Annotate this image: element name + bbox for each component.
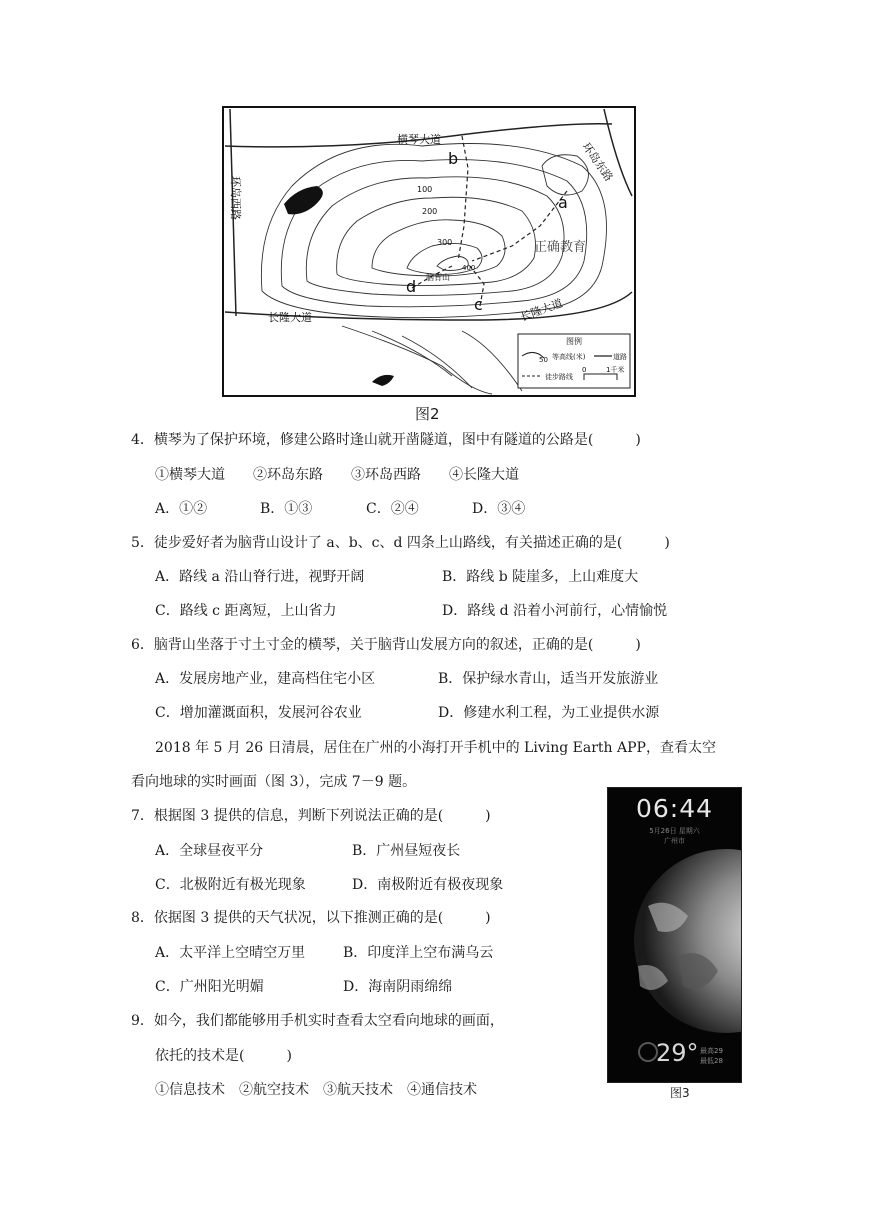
contour-label-300: 300 — [437, 238, 453, 247]
legend-trail: 徒步路线 — [545, 373, 573, 381]
q6-option-b: B．保护绿水青山，适当开发旅游业 — [438, 671, 659, 687]
phone-location: 广州市 — [664, 837, 685, 845]
road-label-west: 环岛西路 — [229, 176, 242, 220]
q5-option-b: B．路线 b 陡崖多，上山难度大 — [442, 569, 639, 585]
q7-option-c: C．北极附近有极光现象 — [155, 877, 306, 893]
intro-line-1: 2018 年 5 月 26 日清晨，居住在广州的小海打开手机中的 Living Earth APP，查看太空 — [155, 740, 716, 756]
road-label-changlong-east: 长隆大道 — [518, 296, 565, 324]
q6-stem: 6．脑背山坐落于寸土寸金的横琴，关于脑背山发展方向的叙述，正确的是( ) — [131, 637, 641, 653]
peak-label: 脑背山 — [426, 273, 450, 282]
q5-option-a: A．路线 a 沿山脊行进，视野开阔 — [155, 569, 365, 585]
q4-option-d: D．③④ — [472, 501, 526, 517]
figure2-caption: 图2 — [415, 405, 440, 423]
q7-option-b: B．广州昼短夜长 — [352, 843, 461, 859]
q5-option-c: C．路线 c 距离短，上山省力 — [155, 603, 337, 619]
phone-weather-low: 最低28 — [700, 1057, 723, 1065]
figure3-caption: 图3 — [670, 1086, 690, 1100]
q5-stem: 5．徒步爱好者为脑背山设计了 a、b、c、d 四条上山路线，有关描述正确的是( ) — [131, 535, 670, 551]
topographic-map — [222, 106, 636, 397]
phone-time: 06:44 — [635, 794, 714, 823]
q9-stem-line1: 9．如今，我们都能够用手机实时查看太空看向地球的画面， — [131, 1013, 504, 1029]
route-label-d: d — [406, 277, 417, 296]
q6-option-d: D．修建水利工程，为工业提供水源 — [438, 705, 660, 721]
phone-temperature: 29° — [656, 1039, 699, 1067]
q4-stem: 4．横琴为了保护环境，修建公路时逢山就开凿隧道，图中有隧道的公路是( ) — [131, 432, 641, 448]
q8-option-c: C．广州阳光明媚 — [155, 979, 264, 995]
phone-weather-high: 最高29 — [700, 1047, 723, 1055]
legend-road: 道路 — [613, 353, 627, 361]
legend-contour-value: 50 — [539, 356, 548, 364]
legend-contour: 等高线(米) — [552, 353, 586, 361]
phone-screenshot — [607, 787, 742, 1083]
q9-items: ①信息技术 ②航空技术 ③航天技术 ④通信技术 — [155, 1082, 477, 1098]
q6-option-a: A．发展房地产业，建高档住宅小区 — [155, 671, 376, 687]
route-label-b: b — [448, 149, 459, 168]
q8-stem: 8．依据图 3 提供的天气状况，以下推测正确的是( ) — [131, 910, 491, 926]
q8-option-b: B．印度洋上空布满乌云 — [343, 945, 494, 961]
intro-line-2: 看向地球的实时画面（图 3），完成 7－9 题。 — [131, 774, 417, 790]
q7-stem: 7．根据图 3 提供的信息，判断下列说法正确的是( ) — [131, 808, 491, 824]
legend-scale-start: 0 — [582, 366, 587, 374]
earth-image — [608, 846, 741, 1036]
q4-items: ①横琴大道 ②环岛东路 ③环岛西路 ④长隆大道 — [155, 467, 519, 483]
road-label-changlong-west: 长隆大道 — [268, 311, 312, 324]
q8-option-d: D．海南阴雨绵绵 — [343, 979, 453, 995]
contour-label-200: 200 — [422, 207, 438, 216]
q7-option-d: D．南极附近有极夜现象 — [352, 877, 504, 893]
watermark: 正确教育 — [534, 240, 587, 255]
q8-option-a: A．太平洋上空晴空万里 — [155, 945, 306, 961]
contour-label-400: 400 — [462, 264, 476, 272]
road-label-hengqin: 横琴大道 — [397, 133, 441, 146]
route-label-c: c — [474, 295, 483, 314]
q4-option-b: B．①③ — [260, 501, 313, 517]
legend-scale-end: 1千米 — [606, 366, 625, 374]
q4-option-c: C．②④ — [366, 501, 419, 517]
q9-stem-line2: 依托的技术是( ) — [155, 1048, 292, 1064]
legend-title: 图例 — [566, 337, 582, 346]
q6-option-c: C．增加灌溉面积，发展河谷农业 — [155, 705, 362, 721]
route-label-a: a — [558, 193, 568, 212]
q7-option-a: A．全球昼夜平分 — [155, 843, 264, 859]
q4-option-a: A．①② — [155, 501, 208, 517]
road-label-east: 环岛东路 — [579, 140, 616, 184]
contour-label-100: 100 — [417, 185, 433, 194]
q5-option-d: D．路线 d 沿着小河前行，心情愉悦 — [442, 603, 668, 619]
phone-date: 5月26日 星期六 — [649, 827, 700, 835]
weather-icon — [638, 1042, 658, 1062]
